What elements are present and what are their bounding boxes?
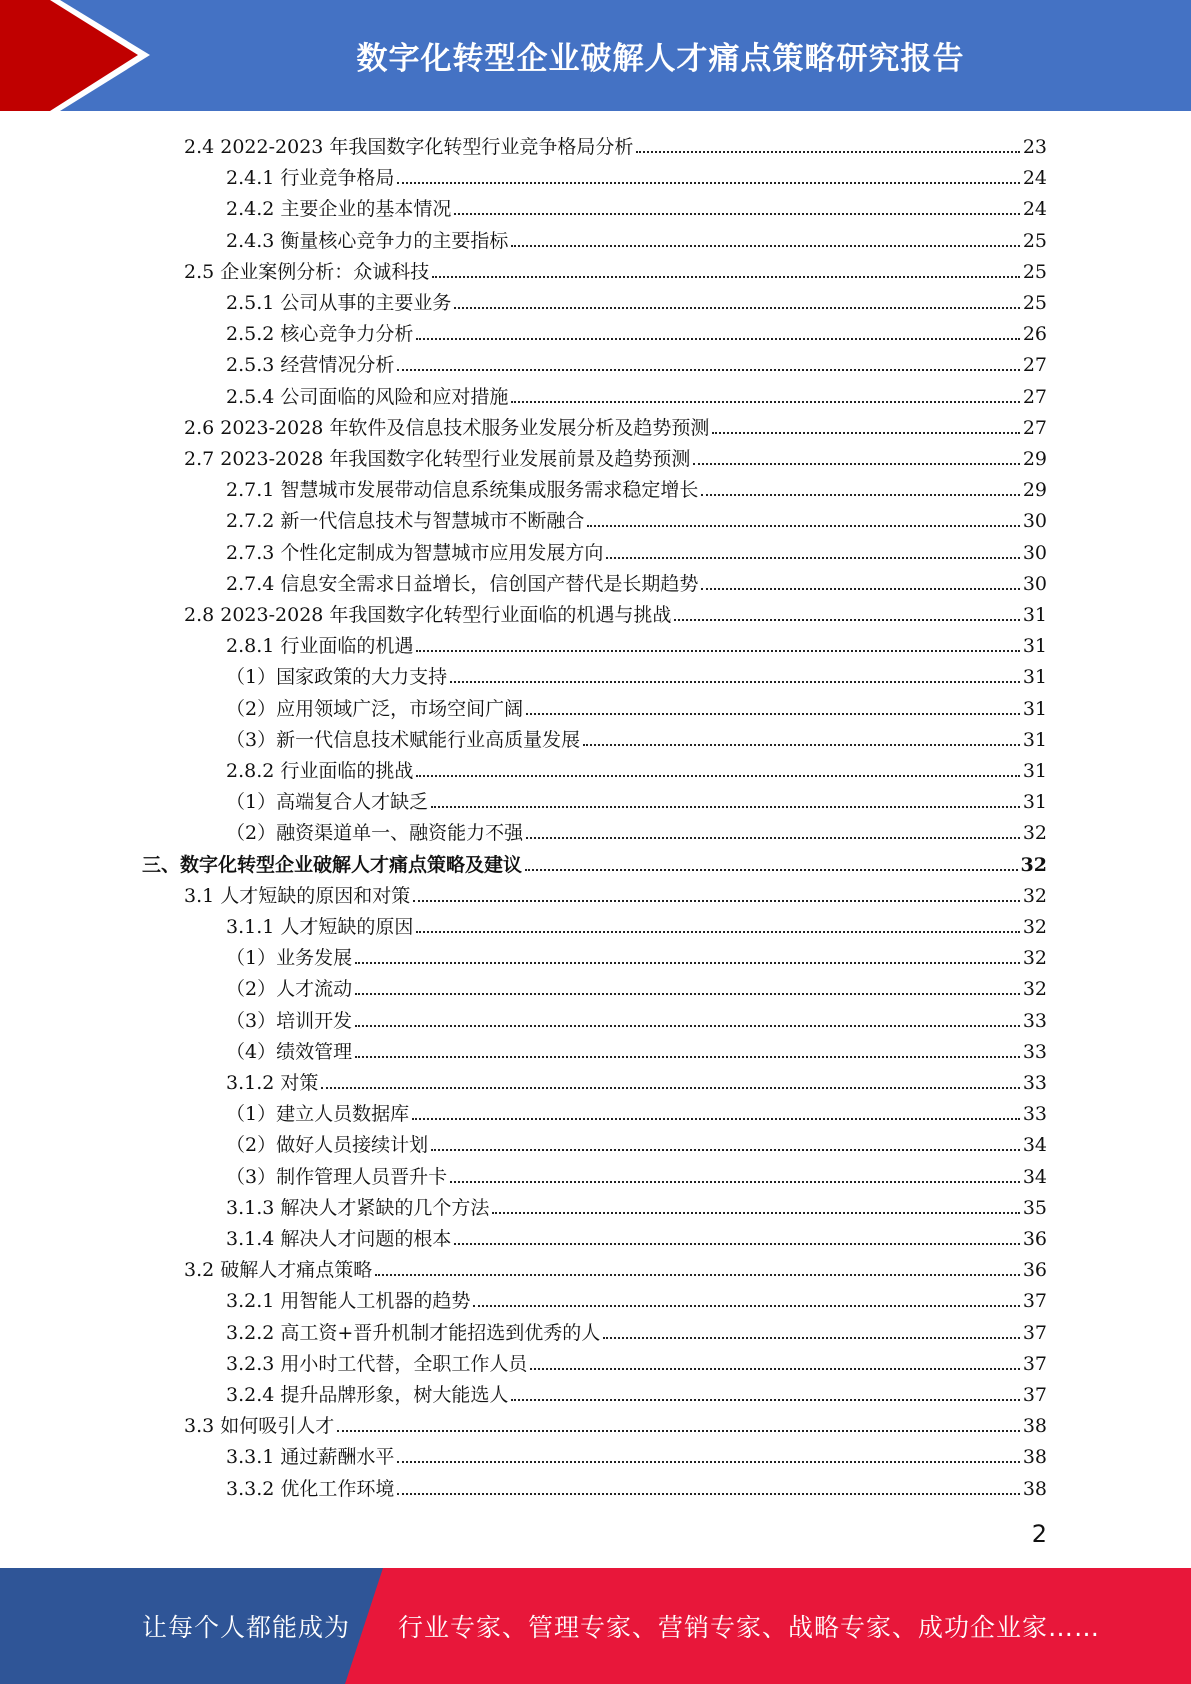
toc-entry-page: 32 [1020, 853, 1047, 876]
toc-entry-label: 3.2.1 用智能人工机器的趋势 [226, 1290, 471, 1313]
toc-entry-page: 37 [1022, 1384, 1047, 1406]
toc-entry-label: 2.7.4 信息安全需求日益增长，信创国产替代是长期趋势 [226, 572, 699, 595]
toc-entry[interactable] [226, 938, 1047, 969]
dot-leader [416, 337, 1019, 340]
toc-entry[interactable] [226, 1219, 1047, 1250]
toc-entry[interactable] [226, 221, 1047, 252]
toc-entry[interactable] [226, 657, 1047, 688]
toc-entry-label: 2.6 2023-2028 年软件及信息技术服务业发展分析及趋势预测 [184, 416, 710, 439]
toc-entry[interactable] [184, 408, 1047, 439]
toc-entry-page: 26 [1022, 323, 1047, 346]
toc-entry-page: 31 [1022, 697, 1047, 720]
toc-entry-page: 30 [1022, 510, 1047, 533]
toc-entry-page: 33 [1022, 1103, 1047, 1126]
toc-entry-label: （1）建立人员数据库 [226, 1103, 410, 1126]
toc-entry-page: 23 [1022, 136, 1047, 158]
toc-entry-label: 3.2.3 用小时工代替，全职工作人员 [226, 1352, 528, 1375]
toc-entry-label: 2.4 2022-2023 年我国数字化转型行业竞争格局分析 [184, 136, 634, 158]
toc-entry-label: 3.3.1 通过薪酬水平 [226, 1446, 395, 1469]
toc-entry[interactable] [226, 1437, 1047, 1468]
toc-entry-label: 3.1 人才短缺的原因和对策 [184, 884, 411, 907]
dot-leader [583, 743, 1020, 746]
dot-leader [397, 181, 1019, 184]
toc-entry-label: （2）融资渠道单一、融资能力不强 [226, 822, 524, 845]
toc-entry[interactable] [226, 314, 1047, 345]
toc-entry-page: 32 [1022, 884, 1047, 907]
toc-entry-page: 31 [1022, 635, 1047, 658]
toc-entry-label: （2）应用领域广泛，市场空间广阔 [226, 697, 524, 720]
toc-entry-label: 2.7.1 智慧城市发展带动信息系统集成服务需求稳定增长 [226, 479, 699, 502]
toc-entry-label: 2.4.1 行业竞争格局 [226, 167, 395, 190]
toc-entry-page: 31 [1022, 791, 1047, 814]
toc-entry[interactable] [226, 283, 1047, 314]
toc-entry[interactable] [226, 1313, 1047, 1344]
dot-leader [526, 712, 1020, 715]
toc-entry-page: 30 [1022, 572, 1047, 595]
toc-entry-label: 2.8.2 行业面临的挑战 [226, 760, 414, 782]
toc-entry[interactable] [226, 501, 1047, 532]
page-header [0, 0, 1191, 111]
dot-leader [355, 992, 1020, 995]
dot-leader [416, 774, 1019, 777]
toc-entry[interactable] [226, 720, 1047, 751]
toc-entry-page: 31 [1022, 760, 1047, 782]
dot-leader [450, 1180, 1020, 1183]
toc-entry-label: 2.5 企业案例分析：众诚科技 [184, 260, 430, 283]
toc-entry-page: 37 [1022, 1321, 1047, 1344]
dot-leader [525, 868, 1018, 871]
toc-entry-label: 3.2.4 提升品牌形象，树大能选人 [226, 1384, 509, 1406]
dot-leader [606, 556, 1019, 559]
dot-leader [511, 244, 1019, 247]
dot-leader [712, 431, 1019, 434]
dot-leader [454, 306, 1019, 309]
toc-entry-label: （3）新一代信息技术赋能行业高质量发展 [226, 728, 581, 751]
report-title: 数字化转型企业破解人才痛点策略研究报告 [356, 41, 965, 77]
toc-entry-page: 34 [1022, 1134, 1047, 1157]
toc-entry-page: 33 [1022, 1040, 1047, 1063]
toc-entry[interactable] [226, 1188, 1047, 1219]
toc-entry[interactable] [226, 1063, 1047, 1094]
dot-leader [636, 150, 1019, 153]
toc-entry-page: 27 [1022, 385, 1047, 408]
dot-leader [355, 1024, 1020, 1027]
dot-leader [375, 1273, 1020, 1276]
toc-entry-page: 38 [1022, 1477, 1047, 1500]
toc-entry-page: 31 [1022, 728, 1047, 751]
toc-entry-page: 25 [1022, 292, 1047, 314]
red-arrow-icon [0, 0, 160, 111]
toc-entry-label: 2.5.4 公司面临的风险和应对措施 [226, 385, 509, 408]
toc-entry-page: 36 [1022, 1228, 1047, 1250]
toc-entry-page: 35 [1022, 1196, 1047, 1219]
toc-entry-label: 2.5.3 经营情况分析 [226, 354, 395, 377]
toc-entry-page: 29 [1022, 479, 1047, 502]
page-number: 2 [1031, 1520, 1047, 1548]
footer-slogan-right: 行业专家、管理专家、营销专家、战略专家、成功企业家…… [398, 1613, 1101, 1642]
toc-entry[interactable] [226, 470, 1047, 501]
toc-entry-label: 2.4.3 衡量核心竞争力的主要指标 [226, 229, 509, 252]
dot-leader [473, 1304, 1019, 1307]
toc-entry[interactable] [226, 533, 1047, 564]
toc-entry[interactable] [226, 1281, 1047, 1312]
toc-entry[interactable] [226, 689, 1047, 720]
toc-entry[interactable] [226, 158, 1047, 189]
dot-leader [432, 275, 1020, 278]
toc-entry[interactable] [184, 252, 1047, 283]
toc-entry-label: （1）高端复合人才缺乏 [226, 791, 429, 814]
toc-entry[interactable] [226, 782, 1047, 813]
toc-entry-page: 29 [1022, 448, 1047, 470]
toc-entry-label: 2.4.2 主要企业的基本情况 [226, 198, 452, 221]
toc-entry-label: （3）培训开发 [226, 1009, 353, 1032]
page-footer [0, 1568, 1191, 1684]
dot-leader [454, 212, 1019, 215]
dot-leader [355, 961, 1020, 964]
dot-leader [416, 930, 1019, 933]
dot-leader [530, 1367, 1019, 1370]
toc-entry-page: 33 [1022, 1072, 1047, 1094]
dot-leader [355, 1055, 1020, 1058]
toc-entry[interactable] [226, 1344, 1047, 1375]
dot-leader [674, 618, 1019, 621]
toc-entry-page: 27 [1022, 354, 1047, 377]
dot-leader [397, 1492, 1019, 1495]
dot-leader [397, 368, 1019, 371]
toc-entry[interactable] [226, 813, 1047, 844]
dot-leader [587, 524, 1019, 527]
toc-entry-page: 30 [1022, 541, 1047, 564]
toc-entry[interactable] [184, 439, 1047, 470]
toc-entry-label: （1）业务发展 [226, 947, 353, 970]
toc-entry-page: 25 [1022, 260, 1047, 283]
toc-entry-page: 33 [1022, 1009, 1047, 1032]
dot-leader [454, 1242, 1019, 1245]
toc-entry[interactable] [226, 907, 1047, 938]
toc-entry[interactable] [226, 189, 1047, 220]
toc-entry-page: 32 [1022, 978, 1047, 1001]
toc-entry-label: 三、数字化转型企业破解人才痛点策略及建议 [142, 853, 523, 876]
toc-entry-label: 2.7.2 新一代信息技术与智慧城市不断融合 [226, 510, 585, 533]
toc-entry-page: 36 [1022, 1259, 1047, 1282]
toc-entry-label: 3.2.2 高工资+晋升机制才能招选到优秀的人 [226, 1321, 601, 1344]
dot-leader [431, 1148, 1020, 1151]
toc-entry[interactable] [184, 1250, 1047, 1281]
dot-leader [431, 805, 1020, 808]
toc-entry-label: 3.1.3 解决人才紧缺的几个方法 [226, 1196, 490, 1219]
dot-leader [337, 1429, 1020, 1432]
toc-entry-label: 3.2 破解人才痛点策略 [184, 1259, 373, 1282]
toc-entry-page: 37 [1022, 1290, 1047, 1313]
toc-entry-page: 31 [1022, 666, 1047, 689]
dot-leader [412, 1117, 1020, 1120]
dot-leader [701, 493, 1019, 496]
dot-leader [526, 836, 1020, 839]
toc-entry[interactable] [226, 1001, 1047, 1032]
toc-entry-label: 2.8.1 行业面临的机遇 [226, 635, 414, 658]
toc-entry-label: 3.1.1 人才短缺的原因 [226, 916, 414, 938]
toc-entry[interactable] [184, 595, 1047, 626]
toc-entry-label: 3.1.4 解决人才问题的根本 [226, 1228, 452, 1250]
toc-entry-page: 24 [1022, 198, 1047, 221]
toc-entry[interactable] [226, 751, 1047, 782]
toc-entry-label: 2.8 2023-2028 年我国数字化转型行业面临的机遇与挑战 [184, 604, 672, 626]
toc-entry[interactable] [226, 1375, 1047, 1406]
dot-leader [413, 899, 1020, 902]
toc-entry[interactable] [226, 377, 1047, 408]
toc-entry-label: （2）人才流动 [226, 978, 353, 1001]
dot-leader [492, 1211, 1019, 1214]
toc-entry-label: 2.5.1 公司从事的主要业务 [226, 292, 452, 314]
dot-leader [603, 1336, 1020, 1339]
toc-entry[interactable] [184, 127, 1047, 158]
toc-entry[interactable] [142, 845, 1047, 876]
dot-leader [511, 400, 1019, 403]
toc-entry-page: 37 [1022, 1352, 1047, 1375]
toc-entry[interactable] [226, 626, 1047, 657]
toc-entry[interactable] [226, 1469, 1047, 1500]
toc-entry-label: 2.5.2 核心竞争力分析 [226, 323, 414, 346]
toc-entry-label: 3.3 如何吸引人才 [184, 1415, 335, 1438]
toc-entry[interactable] [184, 876, 1047, 907]
dot-leader [450, 680, 1020, 683]
toc-entry[interactable] [226, 1032, 1047, 1063]
footer-slogan-left: 让每个人都能成为 [142, 1613, 351, 1642]
toc-entry[interactable] [226, 345, 1047, 376]
toc-entry-page: 38 [1022, 1446, 1047, 1469]
dot-leader [701, 587, 1019, 590]
toc-entry-page: 32 [1022, 916, 1047, 938]
toc-entry-page: 32 [1022, 822, 1047, 845]
toc-entry-page: 32 [1022, 947, 1047, 970]
toc-entry-label: 3.1.2 对策 [226, 1072, 319, 1094]
toc-entry-page: 27 [1022, 416, 1047, 439]
toc-entry[interactable] [226, 1125, 1047, 1156]
toc-entry[interactable] [226, 1094, 1047, 1125]
toc-entry-page: 24 [1022, 167, 1047, 190]
toc-entry[interactable] [226, 564, 1047, 595]
toc-entry-label: （1）国家政策的大力支持 [226, 666, 448, 689]
toc-entry[interactable] [226, 969, 1047, 1000]
dot-leader [511, 1398, 1019, 1401]
toc-entry-page: 31 [1022, 604, 1047, 626]
dot-leader [416, 649, 1019, 652]
dot-leader [321, 1086, 1019, 1089]
toc-entry[interactable] [184, 1406, 1047, 1437]
dot-leader [693, 462, 1019, 465]
toc-entry-label: （4）绩效管理 [226, 1040, 353, 1063]
toc-entry-label: （2）做好人员接续计划 [226, 1134, 429, 1157]
toc-entry-label: （3）制作管理人员晋升卡 [226, 1165, 448, 1188]
toc-entry-label: 3.3.2 优化工作环境 [226, 1477, 395, 1500]
toc-entry[interactable] [226, 1157, 1047, 1188]
toc-entry-label: 2.7.3 个性化定制成为智慧城市应用发展方向 [226, 541, 604, 564]
dot-leader [397, 1460, 1019, 1463]
toc-entry-page: 34 [1022, 1165, 1047, 1188]
toc-entry-page: 25 [1022, 229, 1047, 252]
toc-entry-label: 2.7 2023-2028 年我国数字化转型行业发展前景及趋势预测 [184, 448, 691, 470]
toc-entry-page: 38 [1022, 1415, 1047, 1438]
